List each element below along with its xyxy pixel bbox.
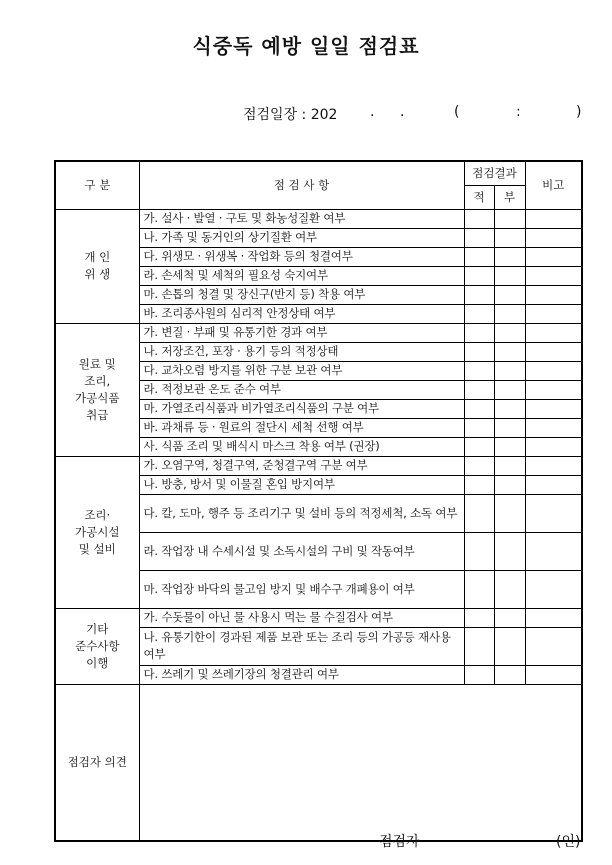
- category-label-line: 및 설비: [78, 541, 116, 556]
- check-item: 다. 칼, 도마, 행주 등 조리기구 및 설비 등의 적정세척, 소독 여부: [139, 494, 464, 532]
- header-remarks: 비고: [525, 161, 582, 209]
- check-item: 라. 적정보관 온도 준수 여부: [139, 380, 464, 399]
- remarks-cell[interactable]: [525, 456, 582, 475]
- result-fail-cell[interactable]: [494, 570, 525, 608]
- category-cell: [55, 209, 139, 323]
- result-pass-cell[interactable]: [464, 627, 494, 665]
- remarks-cell[interactable]: [525, 532, 582, 570]
- check-item: 마. 작업장 바닥의 물고임 방지 및 배수구 개폐용이 여부: [139, 570, 464, 608]
- date-label: 점검일장 : 202: [243, 107, 338, 123]
- remarks-cell[interactable]: [525, 361, 582, 380]
- result-pass-cell[interactable]: [464, 380, 494, 399]
- result-pass-cell[interactable]: [464, 247, 494, 266]
- time-colon: :: [516, 104, 521, 120]
- result-pass-cell[interactable]: [464, 456, 494, 475]
- remarks-cell[interactable]: [525, 494, 582, 532]
- remarks-cell[interactable]: [525, 228, 582, 247]
- remarks-cell[interactable]: [525, 399, 582, 418]
- inspector-label: 점검자: [379, 834, 420, 850]
- result-pass-cell[interactable]: [464, 494, 494, 532]
- result-pass-cell[interactable]: [464, 304, 494, 323]
- result-pass-cell[interactable]: [464, 475, 494, 494]
- result-pass-cell[interactable]: [464, 399, 494, 418]
- remarks-cell[interactable]: [525, 380, 582, 399]
- check-item: 마. 가열조리식품과 비가열조리식품의 구분 여부: [139, 399, 464, 418]
- header-result-fail: 부: [494, 185, 525, 209]
- check-item: 다. 쓰레기 및 쓰레기장의 청결관리 여부: [139, 665, 464, 684]
- remarks-cell[interactable]: [525, 209, 582, 228]
- inspector-opinion-field[interactable]: [139, 684, 582, 841]
- category-label-line: 취급: [86, 407, 109, 422]
- signature-line: [0, 831, 612, 851]
- page-title: 식중독 예방 일일 점검표: [192, 34, 420, 58]
- check-item: 가. 수돗물이 아닌 물 사용시 먹는 물 수질검사 여부: [139, 608, 464, 627]
- category-label-line: 가공식품: [75, 390, 120, 405]
- remarks-cell[interactable]: [525, 608, 582, 627]
- result-pass-cell[interactable]: [464, 323, 494, 342]
- result-fail-cell[interactable]: [494, 304, 525, 323]
- remarks-cell[interactable]: [525, 323, 582, 342]
- time-paren-open: (: [454, 104, 460, 120]
- seal-mark: (인): [556, 834, 581, 850]
- result-fail-cell[interactable]: [494, 380, 525, 399]
- remarks-cell[interactable]: [525, 418, 582, 437]
- check-item: 나. 유통기한이 경과된 제품 보관 또는 조리 등의 가공등 재사용 여부: [139, 627, 464, 665]
- category-label-line: 조리,: [84, 373, 111, 388]
- header-category: 구 분: [55, 161, 139, 209]
- date-separator-month: .: [370, 104, 375, 120]
- check-item: 가. 설사 · 발열 · 구토 및 화농성질환 여부: [139, 209, 464, 228]
- result-pass-cell[interactable]: [464, 361, 494, 380]
- remarks-cell[interactable]: [525, 437, 582, 456]
- result-fail-cell[interactable]: [494, 532, 525, 570]
- remarks-cell[interactable]: [525, 627, 582, 665]
- result-fail-cell[interactable]: [494, 228, 525, 247]
- result-pass-cell[interactable]: [464, 418, 494, 437]
- category-cell: [55, 323, 139, 456]
- category-label-line: 원료 및: [78, 356, 116, 371]
- category-label-line: 이행: [86, 655, 109, 670]
- check-item: 가. 오염구역, 청결구역, 준청결구역 구분 여부: [139, 456, 464, 475]
- result-fail-cell[interactable]: [494, 285, 525, 304]
- inspection-date-line: [243, 104, 588, 126]
- category-label-line: 위 생: [84, 267, 111, 281]
- remarks-cell[interactable]: [525, 266, 582, 285]
- inspector-opinion-label: 점검자 의견: [55, 684, 139, 841]
- result-fail-cell[interactable]: [494, 456, 525, 475]
- result-pass-cell[interactable]: [464, 570, 494, 608]
- header-result-pass: 적: [464, 185, 494, 209]
- result-fail-cell[interactable]: [494, 494, 525, 532]
- result-pass-cell[interactable]: [464, 532, 494, 570]
- result-pass-cell[interactable]: [464, 228, 494, 247]
- check-item: 라. 작업장 내 수세시설 및 소독시설의 구비 및 작동여부: [139, 532, 464, 570]
- check-item: 나. 저장조건, 포장 · 용기 등의 적정상태: [139, 342, 464, 361]
- result-fail-cell[interactable]: [494, 342, 525, 361]
- result-pass-cell[interactable]: [464, 608, 494, 627]
- remarks-cell[interactable]: [525, 570, 582, 608]
- result-pass-cell[interactable]: [464, 266, 494, 285]
- remarks-cell[interactable]: [525, 475, 582, 494]
- category-cell: [55, 456, 139, 608]
- category-label-line: 개 인: [84, 250, 111, 264]
- check-item: 나. 방충, 방서 및 이물질 혼입 방지여부: [139, 475, 464, 494]
- result-fail-cell[interactable]: [494, 399, 525, 418]
- result-fail-cell[interactable]: [494, 608, 525, 627]
- result-pass-cell[interactable]: [464, 342, 494, 361]
- header-result: 점검결과: [464, 161, 525, 185]
- table-row: [55, 323, 582, 342]
- check-item: 바. 조리종사원의 심리적 안정상태 여부: [139, 304, 464, 323]
- check-item: 사. 식품 조리 및 배식시 마스크 착용 여부 (권장): [139, 437, 464, 456]
- result-fail-cell[interactable]: [494, 627, 525, 665]
- result-fail-cell[interactable]: [494, 361, 525, 380]
- result-pass-cell[interactable]: [464, 285, 494, 304]
- check-item: 나. 가족 및 동거인의 상기질환 여부: [139, 228, 464, 247]
- time-paren-close: ): [576, 104, 582, 120]
- header-check-items: 점 검 사 항: [139, 161, 464, 209]
- result-pass-cell[interactable]: [464, 437, 494, 456]
- result-fail-cell[interactable]: [494, 437, 525, 456]
- result-fail-cell[interactable]: [494, 665, 525, 684]
- check-item: 마. 손톱의 청결 및 장신구(반지 등) 착용 여부: [139, 285, 464, 304]
- inspection-table: [54, 160, 583, 842]
- result-pass-cell[interactable]: [464, 665, 494, 684]
- result-fail-cell[interactable]: [494, 266, 525, 285]
- result-fail-cell[interactable]: [494, 209, 525, 228]
- remarks-cell[interactable]: [525, 665, 582, 684]
- check-item: 다. 위생모 · 위생복 · 작업화 등의 청결여부: [139, 247, 464, 266]
- category-label-line: 가공시설: [75, 524, 120, 539]
- remarks-cell[interactable]: [525, 247, 582, 266]
- check-item: 가. 변질 · 부패 및 유통기한 경과 여부: [139, 323, 464, 342]
- table-row: [55, 209, 582, 228]
- category-label-line: 기타: [86, 621, 109, 636]
- result-fail-cell[interactable]: [494, 323, 525, 342]
- category-cell: [55, 608, 139, 684]
- table-row: [55, 608, 582, 627]
- remarks-cell[interactable]: [525, 342, 582, 361]
- remarks-cell[interactable]: [525, 304, 582, 323]
- check-item: 다. 교차오렴 방지를 위한 구분 보관 여부: [139, 361, 464, 380]
- date-separator-day: .: [400, 104, 405, 120]
- check-item: 바. 과채류 등 · 원료의 절단시 세척 선행 여부: [139, 418, 464, 437]
- table-row: [55, 456, 582, 475]
- category-label-line: 조리·: [84, 507, 111, 522]
- result-pass-cell[interactable]: [464, 209, 494, 228]
- category-label-line: 준수사항: [75, 638, 120, 653]
- result-fail-cell[interactable]: [494, 418, 525, 437]
- remarks-cell[interactable]: [525, 285, 582, 304]
- check-item: 라. 손세척 및 세척의 필요성 숙지여부: [139, 266, 464, 285]
- result-fail-cell[interactable]: [494, 475, 525, 494]
- result-fail-cell[interactable]: [494, 247, 525, 266]
